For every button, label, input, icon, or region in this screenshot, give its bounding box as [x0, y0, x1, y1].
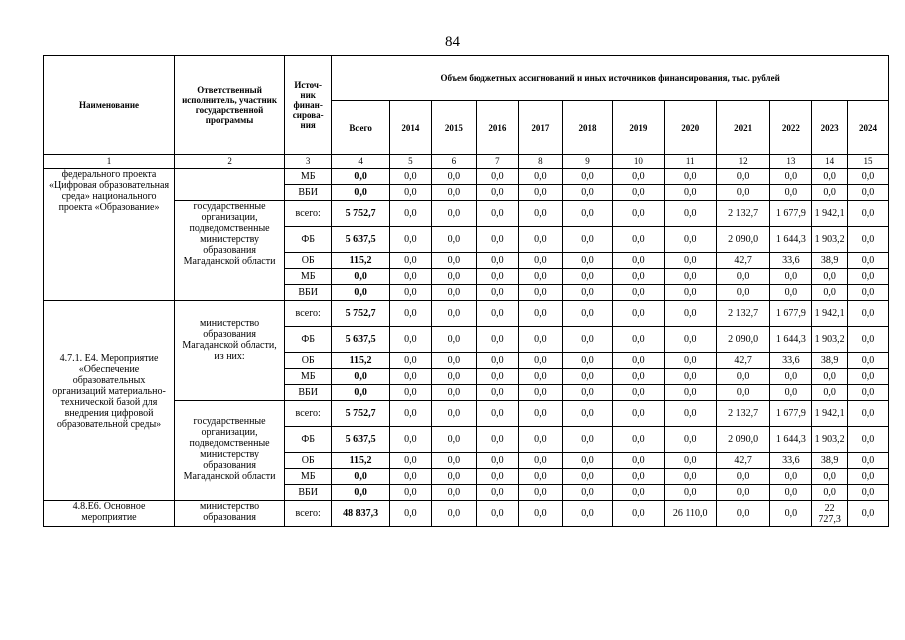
header-year: 2018 [562, 101, 612, 155]
value-cell: 0,0 [518, 301, 562, 327]
value-cell: 1 903,2 [812, 427, 848, 453]
value-cell: 0,0 [847, 301, 888, 327]
value-cell: 0,0 [389, 427, 431, 453]
header-volume: Объем бюджетных ассигнований и иных источников финансирования, тыс. рублей [332, 56, 889, 101]
value-cell: 42,7 [716, 253, 769, 269]
column-number: 8 [518, 155, 562, 169]
value-cell: 0,0 [613, 401, 664, 427]
value-cell: 0,0 [716, 369, 769, 385]
value-cell: 2 132,7 [716, 201, 769, 227]
value-cell: 0,0 [613, 227, 664, 253]
value-cell: 0,0 [518, 327, 562, 353]
value-cell: 0,0 [476, 453, 518, 469]
column-number: 1 [44, 155, 175, 169]
value-cell: 0,0 [847, 201, 888, 227]
value-cell: 38,9 [812, 453, 848, 469]
total-cell: 5 637,5 [332, 427, 390, 453]
value-cell: 0,0 [613, 185, 664, 201]
table-row [44, 301, 889, 327]
value-cell: 0,0 [770, 285, 812, 301]
value-cell: 0,0 [518, 169, 562, 185]
value-cell: 0,0 [847, 485, 888, 501]
total-cell: 0,0 [332, 269, 390, 285]
value-cell: 38,9 [812, 353, 848, 369]
value-cell: 0,0 [847, 427, 888, 453]
value-cell: 0,0 [716, 385, 769, 401]
header-name: Наименование [44, 56, 175, 155]
value-cell: 0,0 [431, 369, 476, 385]
value-cell: 0,0 [518, 185, 562, 201]
total-cell: 0,0 [332, 469, 390, 485]
value-cell: 0,0 [562, 169, 612, 185]
column-number: 11 [664, 155, 716, 169]
value-cell: 0,0 [812, 285, 848, 301]
value-cell: 2 090,0 [716, 227, 769, 253]
page-number: 84 [445, 34, 460, 50]
value-cell: 0,0 [770, 369, 812, 385]
value-cell: 0,0 [389, 401, 431, 427]
value-cell: 0,0 [847, 185, 888, 201]
value-cell: 22 727,3 [812, 501, 848, 527]
value-cell: 0,0 [664, 469, 716, 485]
value-cell: 0,0 [562, 469, 612, 485]
value-cell: 0,0 [562, 301, 612, 327]
value-cell: 0,0 [562, 353, 612, 369]
value-cell: 0,0 [664, 185, 716, 201]
value-cell: 0,0 [389, 385, 431, 401]
value-cell: 0,0 [389, 353, 431, 369]
value-cell: 0,0 [613, 269, 664, 285]
value-cell: 0,0 [716, 469, 769, 485]
value-cell: 0,0 [389, 185, 431, 201]
value-cell: 0,0 [476, 427, 518, 453]
value-cell: 0,0 [518, 485, 562, 501]
value-cell: 0,0 [389, 285, 431, 301]
header-year: 2023 [812, 101, 848, 155]
value-cell: 0,0 [562, 201, 612, 227]
value-cell: 0,0 [518, 469, 562, 485]
value-cell: 0,0 [716, 501, 769, 527]
source-cell: ВБИ [285, 485, 332, 501]
value-cell: 2 090,0 [716, 327, 769, 353]
column-number: 12 [716, 155, 769, 169]
total-cell: 0,0 [332, 485, 390, 501]
value-cell: 0,0 [664, 485, 716, 501]
value-cell: 0,0 [389, 485, 431, 501]
column-number: 3 [285, 155, 332, 169]
value-cell: 0,0 [562, 485, 612, 501]
value-cell: 0,0 [476, 369, 518, 385]
value-cell: 0,0 [562, 385, 612, 401]
value-cell: 0,0 [431, 485, 476, 501]
value-cell: 0,0 [812, 485, 848, 501]
value-cell: 0,0 [613, 427, 664, 453]
value-cell: 26 110,0 [664, 501, 716, 527]
value-cell: 1 942,1 [812, 301, 848, 327]
value-cell: 0,0 [770, 169, 812, 185]
value-cell: 33,6 [770, 453, 812, 469]
budget-table [43, 55, 889, 527]
value-cell: 0,0 [613, 353, 664, 369]
total-cell: 5 752,7 [332, 401, 390, 427]
value-cell: 0,0 [847, 501, 888, 527]
value-cell: 0,0 [613, 501, 664, 527]
value-cell: 0,0 [770, 385, 812, 401]
value-cell: 0,0 [476, 401, 518, 427]
value-cell: 0,0 [770, 485, 812, 501]
value-cell: 0,0 [562, 401, 612, 427]
value-cell: 0,0 [847, 385, 888, 401]
value-cell: 0,0 [812, 469, 848, 485]
header-year: 2016 [476, 101, 518, 155]
value-cell: 0,0 [476, 385, 518, 401]
table-body [44, 169, 889, 527]
total-cell: 5 637,5 [332, 327, 390, 353]
value-cell: 42,7 [716, 353, 769, 369]
value-cell: 0,0 [847, 285, 888, 301]
value-cell: 0,0 [716, 485, 769, 501]
value-cell: 0,0 [431, 327, 476, 353]
value-cell: 0,0 [716, 185, 769, 201]
value-cell: 42,7 [716, 453, 769, 469]
total-cell: 5 752,7 [332, 201, 390, 227]
column-number: 10 [613, 155, 664, 169]
value-cell: 0,0 [812, 385, 848, 401]
value-cell: 0,0 [664, 353, 716, 369]
source-cell: ОБ [285, 253, 332, 269]
value-cell: 0,0 [389, 301, 431, 327]
header-source: Источ-ник финан-сирова-ния [285, 56, 332, 155]
value-cell: 0,0 [389, 227, 431, 253]
value-cell: 0,0 [389, 327, 431, 353]
value-cell: 0,0 [389, 269, 431, 285]
total-cell: 115,2 [332, 353, 390, 369]
value-cell: 0,0 [389, 501, 431, 527]
value-cell: 0,0 [518, 253, 562, 269]
source-cell: МБ [285, 369, 332, 385]
value-cell: 0,0 [664, 385, 716, 401]
total-cell: 5 637,5 [332, 227, 390, 253]
value-cell: 1 903,2 [812, 327, 848, 353]
value-cell: 0,0 [389, 169, 431, 185]
header-year: 2019 [613, 101, 664, 155]
value-cell: 0,0 [431, 285, 476, 301]
value-cell: 0,0 [476, 185, 518, 201]
value-cell: 0,0 [431, 185, 476, 201]
column-number: 4 [332, 155, 390, 169]
value-cell: 0,0 [664, 269, 716, 285]
value-cell: 0,0 [613, 301, 664, 327]
value-cell: 0,0 [431, 427, 476, 453]
value-cell: 0,0 [613, 469, 664, 485]
value-cell: 0,0 [664, 301, 716, 327]
value-cell: 0,0 [812, 369, 848, 385]
value-cell: 0,0 [562, 285, 612, 301]
source-cell: ВБИ [285, 285, 332, 301]
source-cell: МБ [285, 269, 332, 285]
value-cell: 0,0 [518, 385, 562, 401]
value-cell: 0,0 [770, 269, 812, 285]
value-cell: 0,0 [431, 201, 476, 227]
value-cell: 0,0 [847, 269, 888, 285]
responsible-cell: государственные организации, подведомственные министерству образования Магаданской области [175, 401, 285, 501]
source-cell: МБ [285, 469, 332, 485]
value-cell: 2 132,7 [716, 301, 769, 327]
value-cell: 1 942,1 [812, 201, 848, 227]
value-cell: 0,0 [476, 501, 518, 527]
value-cell: 1 644,3 [770, 227, 812, 253]
value-cell: 0,0 [389, 369, 431, 385]
value-cell: 0,0 [613, 285, 664, 301]
value-cell: 33,6 [770, 253, 812, 269]
value-cell: 0,0 [476, 301, 518, 327]
value-cell: 0,0 [847, 453, 888, 469]
value-cell: 0,0 [518, 201, 562, 227]
header-year: 2021 [716, 101, 769, 155]
value-cell: 0,0 [847, 353, 888, 369]
value-cell: 0,0 [431, 227, 476, 253]
value-cell: 0,0 [613, 453, 664, 469]
column-number: 5 [389, 155, 431, 169]
value-cell: 0,0 [389, 453, 431, 469]
value-cell: 0,0 [847, 227, 888, 253]
value-cell: 0,0 [613, 169, 664, 185]
value-cell: 0,0 [847, 253, 888, 269]
value-cell: 0,0 [812, 269, 848, 285]
value-cell: 1 942,1 [812, 401, 848, 427]
value-cell: 2 132,7 [716, 401, 769, 427]
value-cell: 0,0 [770, 469, 812, 485]
value-cell: 0,0 [664, 401, 716, 427]
column-numbers-row [44, 155, 889, 169]
column-number: 15 [847, 155, 888, 169]
value-cell: 0,0 [613, 253, 664, 269]
value-cell: 0,0 [664, 453, 716, 469]
value-cell: 0,0 [431, 385, 476, 401]
value-cell: 0,0 [770, 185, 812, 201]
source-cell: ВБИ [285, 385, 332, 401]
value-cell: 0,0 [562, 253, 612, 269]
value-cell: 0,0 [562, 227, 612, 253]
header-year: 2020 [664, 101, 716, 155]
value-cell: 0,0 [389, 201, 431, 227]
value-cell: 0,0 [476, 269, 518, 285]
value-cell: 2 090,0 [716, 427, 769, 453]
column-number: 9 [562, 155, 612, 169]
value-cell: 0,0 [562, 501, 612, 527]
value-cell: 0,0 [664, 227, 716, 253]
header-year: 2015 [431, 101, 476, 155]
total-cell: 0,0 [332, 385, 390, 401]
source-cell: ВБИ [285, 185, 332, 201]
value-cell: 1 677,9 [770, 201, 812, 227]
value-cell: 0,0 [664, 169, 716, 185]
header-year: 2024 [847, 101, 888, 155]
total-cell: 0,0 [332, 169, 390, 185]
value-cell: 0,0 [664, 201, 716, 227]
value-cell: 0,0 [518, 501, 562, 527]
source-cell: ОБ [285, 453, 332, 469]
value-cell: 0,0 [476, 169, 518, 185]
value-cell: 0,0 [613, 369, 664, 385]
column-number: 13 [770, 155, 812, 169]
value-cell: 33,6 [770, 353, 812, 369]
value-cell: 0,0 [613, 485, 664, 501]
value-cell: 38,9 [812, 253, 848, 269]
value-cell: 0,0 [812, 185, 848, 201]
value-cell: 0,0 [562, 453, 612, 469]
value-cell: 0,0 [518, 427, 562, 453]
value-cell: 0,0 [664, 253, 716, 269]
value-cell: 0,0 [716, 285, 769, 301]
source-cell: ФБ [285, 427, 332, 453]
header-responsible: Ответственный исполнитель, участник государственной программы [175, 56, 285, 155]
value-cell: 0,0 [431, 301, 476, 327]
value-cell: 0,0 [431, 401, 476, 427]
value-cell: 0,0 [562, 269, 612, 285]
value-cell: 0,0 [847, 401, 888, 427]
value-cell: 0,0 [389, 469, 431, 485]
value-cell: 0,0 [518, 453, 562, 469]
total-cell: 48 837,3 [332, 501, 390, 527]
value-cell: 0,0 [562, 427, 612, 453]
value-cell: 1 677,9 [770, 301, 812, 327]
value-cell: 0,0 [613, 327, 664, 353]
value-cell: 0,0 [812, 169, 848, 185]
total-cell: 0,0 [332, 285, 390, 301]
value-cell: 0,0 [770, 501, 812, 527]
value-cell: 1 677,9 [770, 401, 812, 427]
table-row [44, 169, 889, 185]
header-total: Всего [332, 101, 390, 155]
total-cell: 115,2 [332, 453, 390, 469]
value-cell: 0,0 [562, 369, 612, 385]
value-cell: 0,0 [431, 269, 476, 285]
source-cell: ОБ [285, 353, 332, 369]
header-year: 2014 [389, 101, 431, 155]
responsible-cell: министерство образования Магаданской области, из них: [175, 301, 285, 401]
row-name: 4.7.1. Е4. Мероприятие «Обеспечение образовательных организаций материально-технической базой для внедрения цифровой образовательной среды» [44, 301, 175, 501]
source-cell: ФБ [285, 327, 332, 353]
value-cell: 0,0 [431, 501, 476, 527]
header-year: 2017 [518, 101, 562, 155]
value-cell: 0,0 [716, 269, 769, 285]
value-cell: 0,0 [476, 201, 518, 227]
source-cell: всего: [285, 201, 332, 227]
responsible-cell: государственные организации, подведомственные министерству образования Магаданской области [175, 201, 285, 301]
value-cell: 0,0 [847, 327, 888, 353]
value-cell: 0,0 [847, 369, 888, 385]
total-cell: 115,2 [332, 253, 390, 269]
value-cell: 0,0 [613, 385, 664, 401]
value-cell: 0,0 [476, 327, 518, 353]
value-cell: 0,0 [431, 453, 476, 469]
value-cell: 0,0 [664, 327, 716, 353]
value-cell: 0,0 [518, 369, 562, 385]
total-cell: 0,0 [332, 185, 390, 201]
column-number: 14 [812, 155, 848, 169]
value-cell: 0,0 [431, 469, 476, 485]
responsible-cell [175, 169, 285, 201]
value-cell: 0,0 [847, 469, 888, 485]
value-cell: 0,0 [476, 353, 518, 369]
source-cell: всего: [285, 501, 332, 527]
value-cell: 0,0 [613, 201, 664, 227]
column-number: 6 [431, 155, 476, 169]
column-number: 2 [175, 155, 285, 169]
value-cell: 1 644,3 [770, 327, 812, 353]
value-cell: 0,0 [476, 485, 518, 501]
value-cell: 0,0 [664, 369, 716, 385]
value-cell: 0,0 [476, 469, 518, 485]
source-cell: МБ [285, 169, 332, 185]
value-cell: 0,0 [518, 353, 562, 369]
value-cell: 0,0 [476, 253, 518, 269]
table-row [44, 501, 889, 527]
row-name: 4.8.Е6. Основное мероприятие [44, 501, 175, 527]
source-cell: всего: [285, 401, 332, 427]
column-number: 7 [476, 155, 518, 169]
value-cell: 0,0 [562, 185, 612, 201]
value-cell: 0,0 [431, 253, 476, 269]
value-cell: 0,0 [476, 227, 518, 253]
value-cell: 0,0 [847, 169, 888, 185]
source-cell: ФБ [285, 227, 332, 253]
value-cell: 0,0 [431, 353, 476, 369]
value-cell: 0,0 [518, 285, 562, 301]
value-cell: 0,0 [389, 253, 431, 269]
header-year: 2022 [770, 101, 812, 155]
total-cell: 5 752,7 [332, 301, 390, 327]
value-cell: 0,0 [476, 285, 518, 301]
responsible-cell: министерство образования [175, 501, 285, 527]
source-cell: всего: [285, 301, 332, 327]
value-cell: 0,0 [664, 427, 716, 453]
value-cell: 0,0 [518, 269, 562, 285]
row-name: федерального проекта «Цифровая образовательная среда» национального проекта «Образование» [44, 169, 175, 301]
value-cell: 0,0 [664, 285, 716, 301]
value-cell: 1 644,3 [770, 427, 812, 453]
value-cell: 0,0 [562, 327, 612, 353]
value-cell: 0,0 [716, 169, 769, 185]
value-cell: 0,0 [431, 169, 476, 185]
value-cell: 1 903,2 [812, 227, 848, 253]
value-cell: 0,0 [518, 401, 562, 427]
total-cell: 0,0 [332, 369, 390, 385]
value-cell: 0,0 [518, 227, 562, 253]
